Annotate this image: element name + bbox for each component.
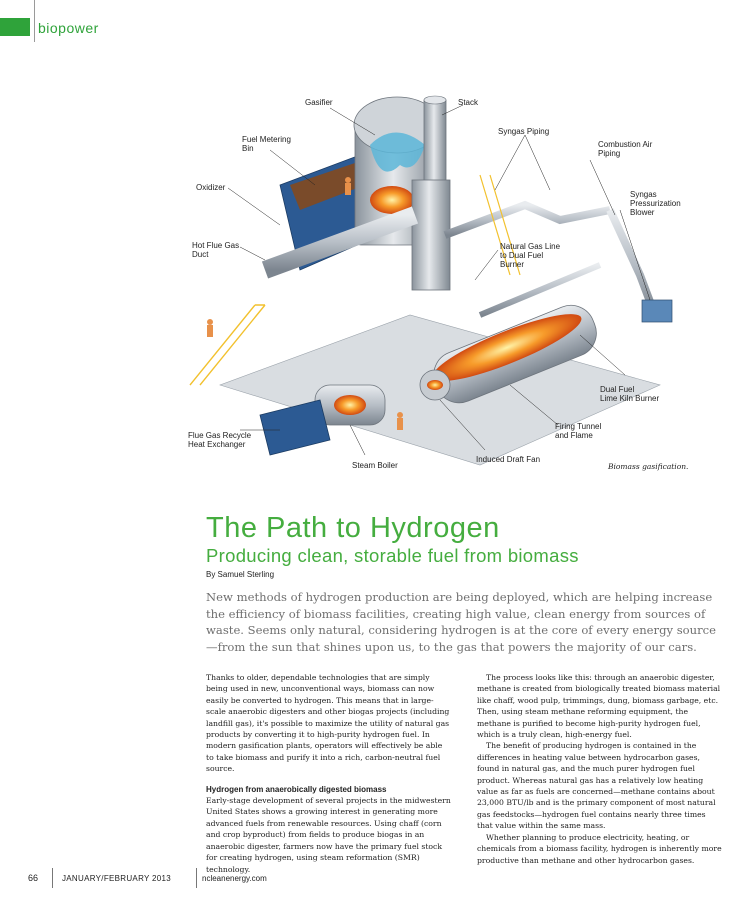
label-induced-draft: Induced Draft Fan [476,455,541,464]
heat-exchanger [260,400,330,455]
section-color-block [0,18,30,36]
label-oxidizer: Oxidizer [196,183,226,192]
oxidizer [412,180,450,290]
issue-date: JANUARY/FEBRUARY 2013 [62,874,172,883]
label-flue-recycle-1: Flue Gas Recycle [188,431,252,440]
syngas-blower [642,300,672,322]
footer-divider [196,868,197,888]
article-byline: By Samuel Sterling [206,570,275,579]
label-fuel-metering-1: Fuel Metering [242,135,291,144]
natural-gas-line [480,265,600,315]
label-combustion-air-2: Piping [598,149,621,158]
label-syngas-press-1: Syngas [630,190,657,199]
syngas-piping [445,205,610,235]
label-firing-tunnel-2: and Flame [555,431,593,440]
label-combustion-air-1: Combustion Air [598,140,653,149]
label-firing-tunnel-1: Firing Tunnel [555,422,602,431]
label-fuel-metering-2: Bin [242,144,254,153]
label-syngas-press-2: Pressurization [630,199,681,208]
label-syngas-piping: Syngas Piping [498,127,550,136]
label-flue-recycle-2: Heat Exchanger [188,440,246,449]
paragraph: Thanks to older, dependable technologies that are simply being used in new, unconventional ways, biomass can now easily be converted to hydrogen. This means that in large-scale anaerobic digesters and other biogas projects (including landfill gas), it's possible to maximize the utility of natural gas products by converting it to high-purity hydrogen fuel. In modern gasification plants, operators will effectively be able to take biomass and purify it into a rich, carbon-neutral fuel source. [206,673,450,774]
article-column-left [206,672,451,875]
paragraph: The benefit of producing hydrogen is contained in the differences in heating value between hydrocarbon gases, found in natural gas, and the much purer hydrogen fuel product. Whereas natural gas has a relatively low heating value as far as fuels are concerned—methane contains about 23,000 BTU/lb and is the primary component of most natural gas feedstocks—hydrogen fuel contains nearly three times that value within the same mass. [477,741,716,831]
article-deck: New methods of hydrogen production are being deployed, which are helping increase the efficiency of biomass facilities, creating high value, clean energy from sources of waste. Seems only natural, considering hydrogen is at the core of every energy source—from the sun that shines upon us, to the gas that powers the majority of our cars. [206,590,717,654]
paragraph: Whether planning to produce electricity, heating, or chemicals from a biomass facility, hydrogen is inherently more productive than methane and other hydrocarbon gases. [477,832,722,865]
label-natgas-3: Burner [500,260,525,269]
worker-figure [345,177,351,183]
paragraph: Early-stage development of several projects in the midwestern United States shows a growing interest in generating more advanced fuels from renewable resources. Using chaff (corn and crop byproduct) from fields to produce biogas in an anaerobic digester, farmers now have the primary fuel stock for creating hydrogen, using steam reformation (SMR) technology. [206,796,451,874]
label-hot-flue-1: Hot Flue Gas [192,241,240,250]
label-hot-flue-2: Duct [192,250,209,259]
figure-caption: Biomass gasification. [608,462,689,471]
label-natgas-1: Natural Gas Line [500,242,561,251]
label-steam-boiler: Steam Boiler [352,461,398,470]
label-stack: Stack [458,98,479,107]
section-divider [34,0,35,42]
gasification-illustration [180,85,690,480]
label-syngas-press-3: Blower [630,208,655,217]
combustion-air-piping [610,210,655,315]
website-link[interactable]: ncleanenergy.com [202,874,267,883]
label-natgas-2: to Dual Fuel [500,251,544,260]
paragraph: The process looks like this: through an anaerobic digester, methane is created from biologically treated biomass material like chaff, wood pulp, trimmings, dung, biomass garbage, etc. Then, using steam methane reforming equipment, the methane is purified to become high-purity hydrogen fuel, which is a truly clean, high-energy fuel. [477,673,721,740]
page-number: 66 [28,873,39,883]
section-label: biopower [38,20,99,36]
label-dual-fuel-1: Dual Fuel [600,385,635,394]
label-dual-fuel-2: Lime Kiln Burner [600,394,660,403]
article-title: The Path to Hydrogen [206,512,500,544]
label-gasifier: Gasifier [305,98,333,107]
footer-divider [52,868,53,888]
article-subtitle: Producing clean, storable fuel from biomass [206,545,579,566]
section-subhead: Hydrogen from anaerobically digested biomass [206,784,387,794]
article-column-right [477,672,722,866]
